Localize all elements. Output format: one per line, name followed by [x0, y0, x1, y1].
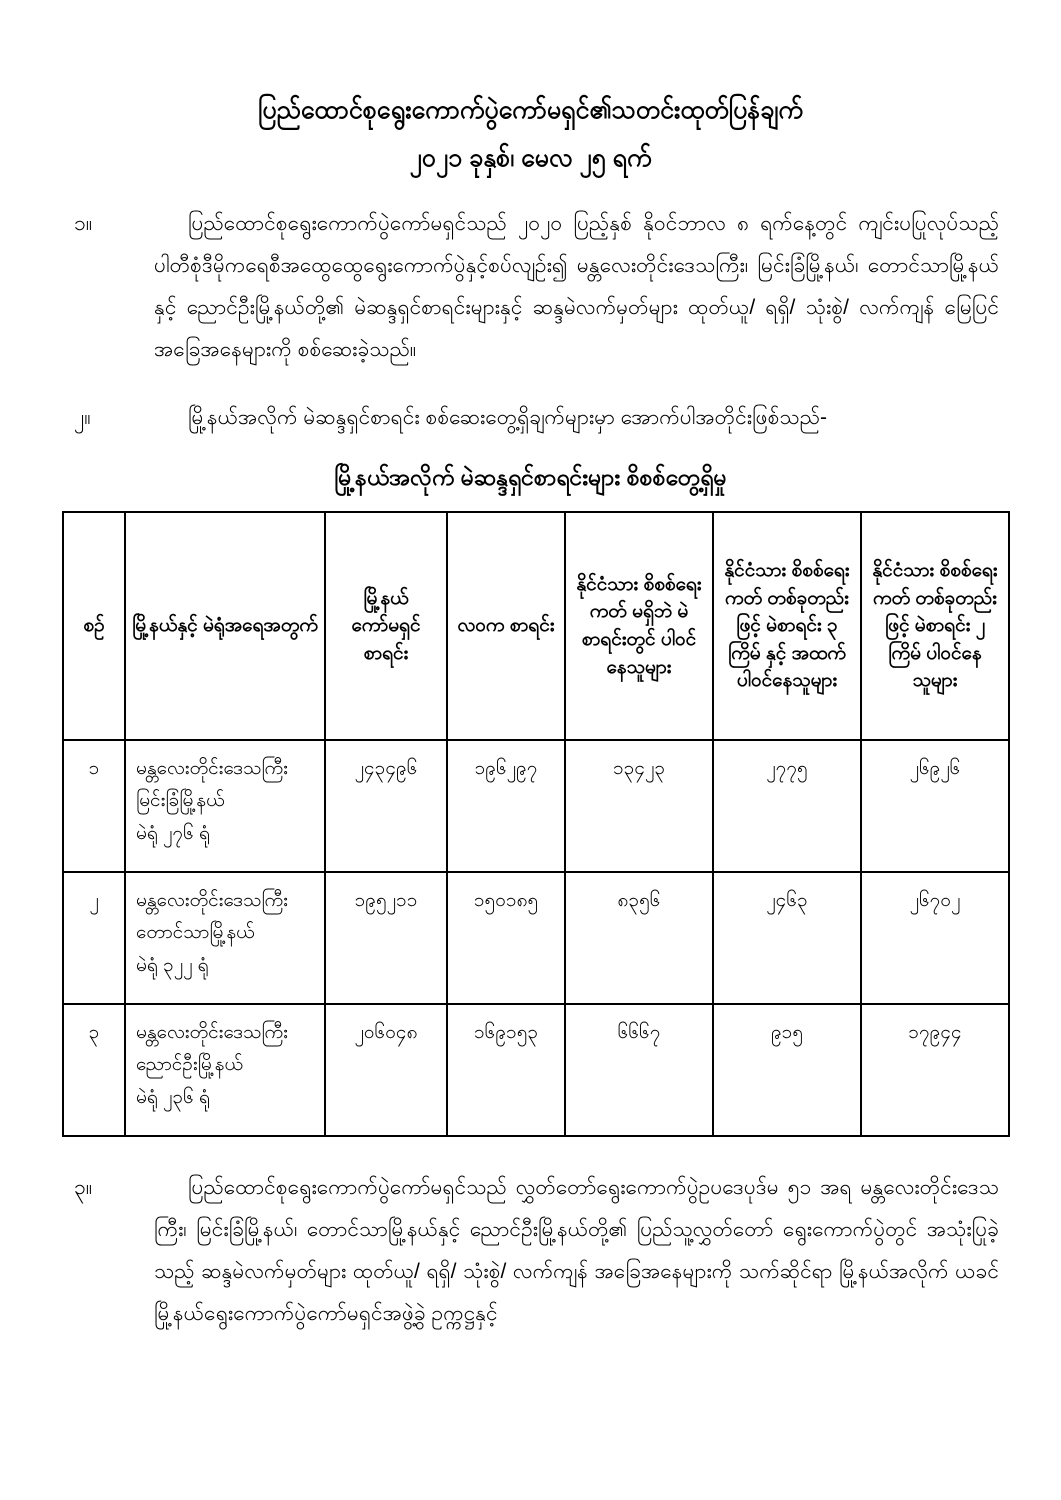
row-place-line: မန္တလေးတိုင်းဒေသကြီး: [136, 758, 288, 779]
row-place-line: မန္တလေးတိုင်းဒေသကြီး: [136, 1022, 288, 1043]
row-value: ၁၃၄၂၃: [565, 740, 713, 872]
paragraph-3: [62, 1167, 999, 1335]
table-row: [63, 872, 1009, 1004]
row-place-line: မြင်းခြံမြို့နယ်: [136, 790, 225, 812]
row-value: ၁၉၆၂၉၇: [447, 740, 565, 872]
paragraph-1-number: ၁။: [74, 212, 93, 235]
table-header-row: [63, 512, 1009, 740]
row-place-line: တောင်သာမြို့နယ်: [136, 922, 255, 944]
row-value: ၉၁၅: [713, 1004, 861, 1136]
table-header-cell-5: နိုင်ငံသား စိစစ်ရေးကတ် တစ်ခုတည်းဖြင့် မဲစာရင်း ၃ ကြိမ် နှင့် အထက် ပါဝင်နေသူများ: [713, 512, 861, 740]
paragraph-3-text: ပြည်ထောင်စုရွေးကောက်ပွဲကော်မရှင်သည် လွှတ်တော်ရွေးကောက်ပွဲဥပဒေပုဒ်မ ၅၁ အရ မန္တလေးတိုင်းဒေသကြီး၊ မြင်းခြံမြို့နယ်၊ တောင်သာမြို့နယ်နှင့် ညောင်ဦးမြို့နယ်တို့၏ ပြည်သူ့လွှတ်တော် ရွေးကောက်ပွဲတွင် အသုံးပြုခဲ့သည့် ဆန္ဒမဲလက်မှတ်များ ထုတ်ယူ/ ရရှိ/ သုံးစွဲ/ လက်ကျန် အခြေအနေများကို သက်ဆိုင်ရာ မြို့နယ်အလိုက် ယခင် မြို့နယ်ရွေးကောက်ပွဲကော်မရှင်အဖွဲ့ခွဲ ဥက္ကဋ္ဌနှင့်: [154, 1176, 999, 1325]
paragraph-2-number: ၂။: [74, 406, 91, 429]
row-place-line: မဲရုံ ၃၂၂ ရုံ: [136, 954, 209, 976]
table-row: [63, 1004, 1009, 1136]
table-header-cell-4: နိုင်ငံသား စိစစ်ရေးကတ် မရှိဘဲ မဲစာရင်းတွင် ပါဝင်နေသူများ: [565, 512, 713, 740]
row-value: ၁၇၉၄၄: [861, 1004, 1009, 1136]
row-value: ၁၅၀၁၈၅: [447, 872, 565, 1004]
table-heading: မြို့နယ်အလိုက် မဲဆန္ဒရှင်စာရင်းများ စိစစ်တွေ့ရှိမှု: [334, 464, 727, 490]
row-value: ၂၇၇၅: [713, 740, 861, 872]
row-value: ၂၆၉၂၆: [861, 740, 1009, 872]
row-value: ၁၆၉၁၅၃: [447, 1004, 565, 1136]
document-date: ၂၀၂၁ ခုနှစ်၊ မေလ ၂၅ ရက်: [409, 143, 652, 172]
table-header-cell-0: စဉ်: [63, 512, 125, 740]
row-value: ၂၄၆၃: [713, 872, 861, 1004]
row-place: [125, 872, 325, 1004]
paragraph-1: [62, 203, 999, 371]
table-header-cell-6: နိုင်ငံသား စိစစ်ရေးကတ် တစ်ခုတည်းဖြင့် မဲစာရင်း ၂ ကြိမ် ပါဝင်နေသူများ: [861, 512, 1009, 740]
row-value: ၈၃၅၆: [565, 872, 713, 1004]
table-header-cell-1: မြို့နယ်နှင့် မဲရုံအရေအတွက်: [125, 512, 325, 740]
paragraph-1-text: ပြည်ထောင်စုရွေးကောက်ပွဲကော်မရှင်သည် ၂၀၂၀ ပြည့်နှစ် နိုဝင်ဘာလ ၈ ရက်နေ့တွင် ကျင်းပပြုလုပ်သည့် ပါတီစုံဒီမိုကရေစီအထွေထွေရွေးကောက်ပွဲနှင့်စပ်လျဉ်း၍ မန္တလေးတိုင်းဒေသကြီး၊ မြင်းခြံမြို့နယ်၊ တောင်သာမြို့နယ်နှင့် ညောင်ဦးမြို့နယ်တို့၏ မဲဆန္ဒရှင်စာရင်းများနှင့် ဆန္ဒမဲလက်မှတ်များ ထုတ်ယူ/ ရရှိ/ သုံးစွဲ/ လက်ကျန် မြေပြင်အခြေအနေများကို စစ်ဆေးခဲ့သည်။: [154, 212, 999, 361]
paragraph-2-text: မြို့နယ်အလိုက် မဲဆန္ဒရှင်စာရင်း စစ်ဆေးတွေ့ရှိချက်များမှာ အောက်ပါအတိုင်းဖြစ်သည်-: [188, 406, 828, 429]
row-index: ၁: [63, 740, 125, 872]
page-title: ပြည်ထောင်စုရွေးကောက်ပွဲကော်မရှင်၏သတင်းထုတ်ပြန်ချက်: [258, 96, 803, 124]
paragraph-3-number: ၃။: [74, 1176, 93, 1199]
row-index: ၂: [63, 872, 125, 1004]
table-header-cell-3: လဝက စာရင်း: [447, 512, 565, 740]
row-value: ၂၆၇၀၂: [861, 872, 1009, 1004]
row-place: [125, 740, 325, 872]
row-place-line: ညောင်ဦးမြို့နယ်: [136, 1054, 243, 1076]
row-value: ၂၀၆၀၄၈: [325, 1004, 447, 1136]
table-header-cell-2: မြို့နယ် ကော်မရှင် စာရင်း: [325, 512, 447, 740]
row-place: [125, 1004, 325, 1136]
paragraph-2: [62, 397, 999, 439]
voter-list-table: [62, 511, 1010, 1137]
row-place-line: မန္တလေးတိုင်းဒေသကြီး: [136, 890, 288, 911]
row-value: ၂၄၃၄၉၆: [325, 740, 447, 872]
row-value: ၆၆၆၇: [565, 1004, 713, 1136]
row-value: ၁၉၅၂၁၁: [325, 872, 447, 1004]
row-index: ၃: [63, 1004, 125, 1136]
table-row: [63, 740, 1009, 872]
row-place-line: မဲရုံ ၂၃၆ ရုံ: [136, 1086, 210, 1108]
row-place-line: မဲရုံ ၂၇၆ ရုံ: [136, 822, 210, 844]
